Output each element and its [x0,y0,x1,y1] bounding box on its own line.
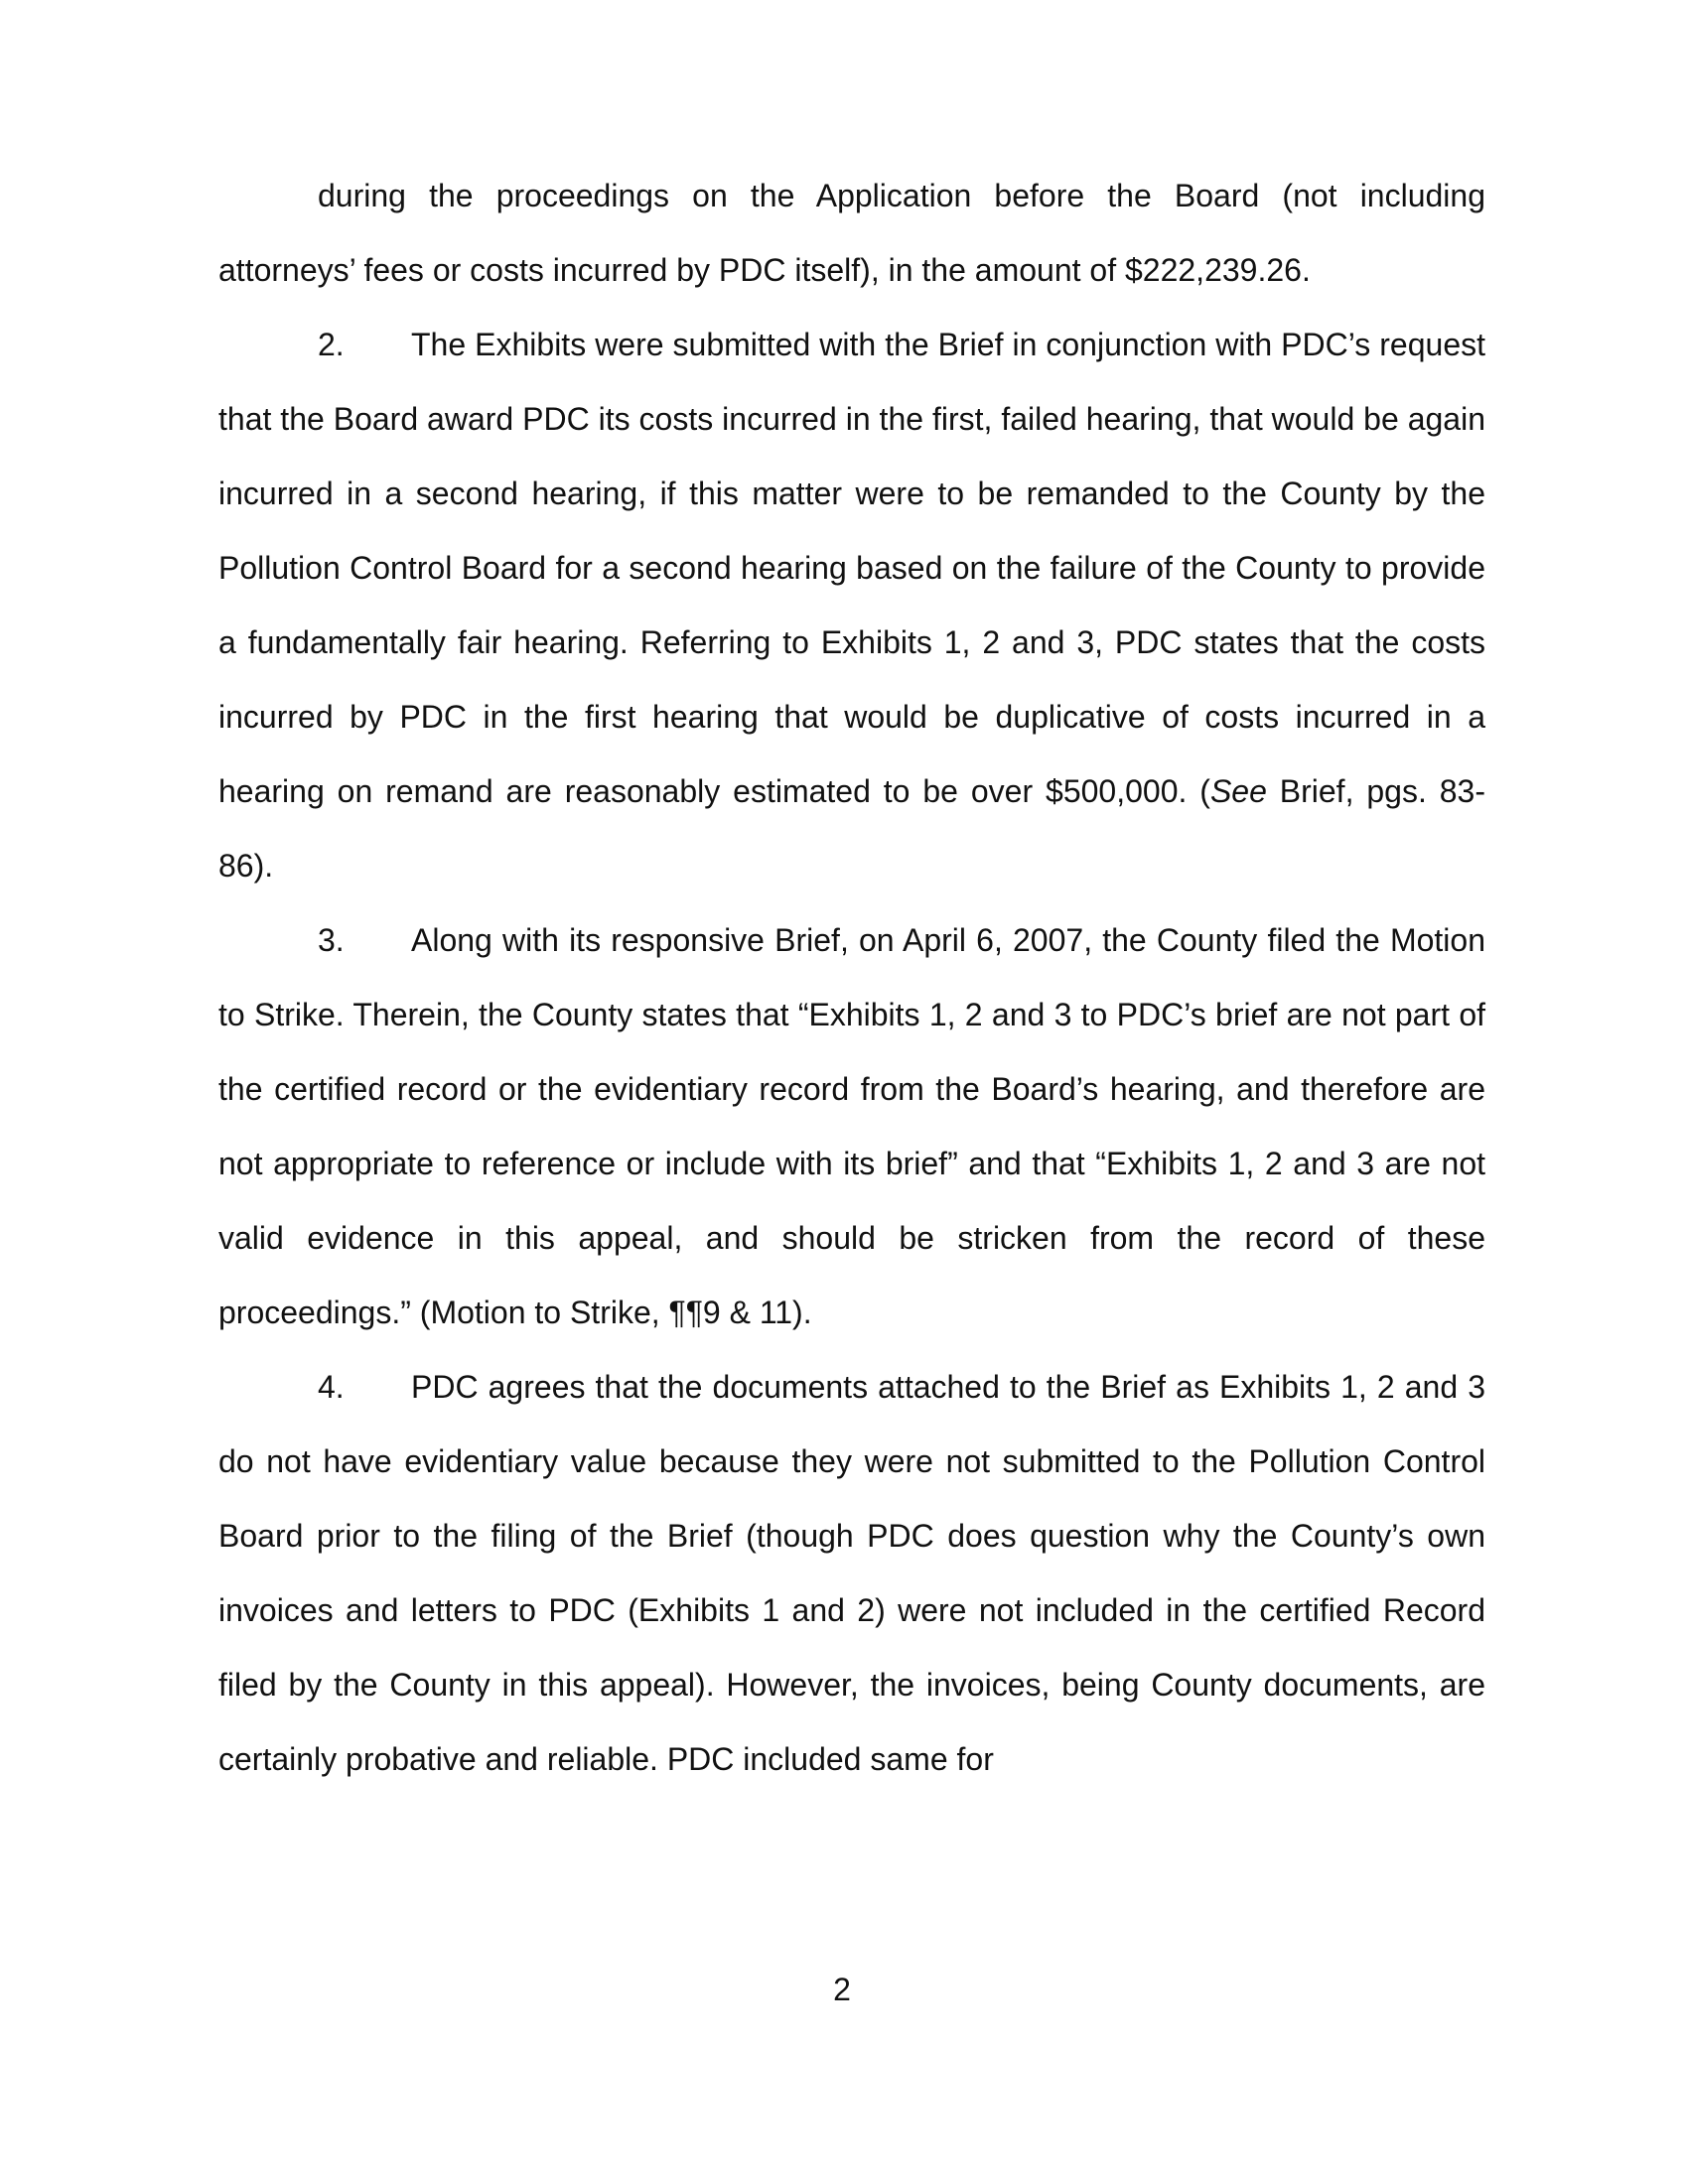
paragraph-text: during the proceedings on the Application before the Board (not including attorneys’ fees or costs incurred by PDC itself), in the amount of $222,239.26. [218,178,1485,288]
paragraph-text: Along with its responsive Brief, on April 6, 2007, the County filed the Motion to Strike. Therein, the County states that “Exhibits 1, 2 and 3 to PDC’s brief are not part of the certified record or the evidentiary record from the Board’s hearing, and therefore are not appropriate to reference or include with its brief” and that “Exhibits 1, 2 and 3 are not valid evidence in this appeal, and should be stricken from the record of these proceedings.” (Motion to Strike, ¶¶9 & 11). [218,922,1485,1330]
paragraph-text: Brief, pgs. 83-86). [218,773,1486,884]
body-text [218,159,1485,1797]
citation-signal: See [1209,773,1267,809]
paragraph-text: PDC agrees that the documents attached to the Brief as Exhibits 1, 2 and 3 do not have evidentiary value because they were not submitted to the Pollution Control Board prior to the filing of the Brief (though PDC does question why the County’s own invoices and letters to PDC (Exhibits 1 and 2) were not included in the certified Record filed by the County in this appeal). However, the invoices, being County documents, are certainly probative and reliable. PDC included same for [218,1369,1485,1777]
paragraph-number: 3. [318,922,345,958]
paragraph-continued [218,159,1485,308]
paragraph-text: The Exhibits were submitted with the Brief in conjunction with PDC’s request that the Board award PDC its costs incurred in the first, failed hearing, that would be again incurred in a second hearing, if this matter were to be remanded to the County by the Pollution Control Board for a second hearing based on the failure of the County to provide a fundamentally fair hearing. Referring to Exhibits 1, 2 and 3, PDC states that the costs incurred by PDC in the first hearing that would be duplicative of costs incurred in a hearing on remand are reasonably estimated to be over $500,000. ( [218,327,1485,809]
paragraph-number: 2. [318,327,345,362]
paragraph-number: 4. [318,1369,345,1405]
paragraph-2 [218,308,1485,903]
paragraph-4 [218,1350,1485,1797]
page-number: 2 [833,1972,851,2007]
paragraph-3 [218,903,1485,1350]
